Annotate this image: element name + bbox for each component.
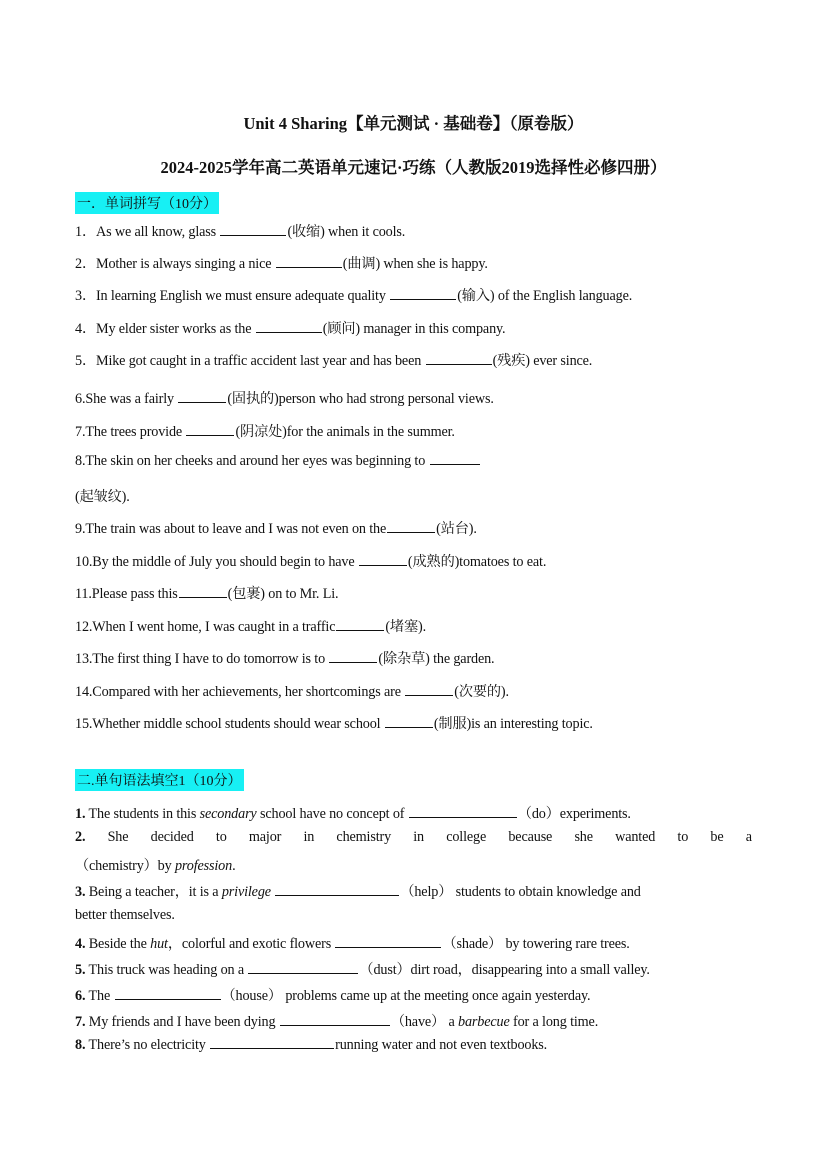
list-item: 1．As we all know, glass (收缩) when it cools. <box>75 224 406 240</box>
list-item: 8.The skin on her cheeks and around her eyes was beginning to <box>75 453 481 470</box>
question-5: 5. This truck was heading on a （dust）dirt road，disappearing into a small valley. <box>75 962 650 978</box>
answer-blank[interactable] <box>248 972 358 974</box>
list-item: 5．Mike got caught in a traffic accident last year and has been (残疾) ever since. <box>75 353 593 369</box>
answer-blank[interactable] <box>387 531 435 533</box>
answer-blank[interactable] <box>430 463 480 465</box>
list-item: 15.Whether middle school students should wear school (制服)is an interesting topic. <box>75 716 593 732</box>
answer-blank[interactable] <box>186 434 234 436</box>
answer-blank[interactable] <box>276 266 342 268</box>
section2-heading: 二.单句语法填空1（10分） <box>75 769 244 791</box>
list-item: 9.The train was about to leave and I was not even on the (站台). <box>75 521 477 537</box>
list-item: 7.The trees provide (阴凉处)for the animals in the summer. <box>75 424 455 440</box>
answer-blank[interactable] <box>329 661 377 663</box>
section1-heading: 一．单词拼写（10分） <box>75 192 219 214</box>
list-item: 6.She was a fairly (固执的)person who had strong personal views. <box>75 391 494 407</box>
question-3: 3. Being a teacher，it is a privilege （help） students to obtain knowledge and <box>75 884 641 900</box>
list-item: 2．Mother is always singing a nice (曲调) when she is happy. <box>75 256 488 272</box>
answer-blank[interactable] <box>179 596 227 598</box>
answer-blank[interactable] <box>385 726 433 728</box>
question-7: 7. My friends and I have been dying （have） a barbecue for a long time. <box>75 1014 599 1030</box>
question-6: 6. The （house） problems came up at the meeting once again yesterday. <box>75 988 591 1004</box>
answer-blank[interactable] <box>256 331 322 333</box>
question-3-line-2: better themselves. <box>75 907 175 923</box>
list-item: 13.The first thing I have to do tomorrow is to (除杂草) the garden. <box>75 651 495 667</box>
document-subtitle: 2024-2025学年高二英语单元速记·巧练（人教版2019选择性必修四册） <box>160 158 667 177</box>
list-item: 10.By the middle of July you should begin to have (成熟的)tomatoes to eat. <box>75 554 547 570</box>
list-item: 4．My elder sister works as the (顾问) manager in this company. <box>75 321 506 337</box>
list-item: 12.When I went home, I was caught in a traffic (堵塞). <box>75 619 426 635</box>
question-2-line-2: （chemistry）by profession. <box>75 858 236 874</box>
question-1: 1. The students in this secondary school have no concept of （do）experiments. <box>75 806 631 822</box>
question-4: 4. Beside the hut，colorful and exotic flowers （shade） by towering rare trees. <box>75 936 630 952</box>
document-title: Unit 4 Sharing【单元测试 · 基础卷】（原卷版） <box>243 114 584 133</box>
question-8: 8. There’s no electricity running water and not even textbooks. <box>75 1037 548 1053</box>
question-2-line-1: 2. She decided to major in chemistry in college because she wanted to be a <box>75 829 752 845</box>
answer-blank[interactable] <box>426 363 492 365</box>
answer-blank[interactable] <box>220 234 286 236</box>
list-item: 14.Compared with her achievements, her shortcomings are (次要的). <box>75 684 509 700</box>
answer-blank[interactable] <box>409 816 517 818</box>
answer-blank[interactable] <box>178 401 226 403</box>
answer-blank[interactable] <box>210 1047 334 1049</box>
answer-blank[interactable] <box>405 694 453 696</box>
answer-blank[interactable] <box>390 298 456 300</box>
answer-blank[interactable] <box>280 1024 390 1026</box>
list-item: 11.Please pass this (包裹) on to Mr. Li. <box>75 586 339 602</box>
list-item: (起皱纹). <box>75 489 130 505</box>
answer-blank[interactable] <box>115 998 221 1000</box>
answer-blank[interactable] <box>359 564 407 566</box>
answer-blank[interactable] <box>336 629 384 631</box>
list-item: 3．In learning English we must ensure adequate quality (输入) of the English language. <box>75 288 633 304</box>
answer-blank[interactable] <box>335 946 441 948</box>
answer-blank[interactable] <box>275 894 399 896</box>
